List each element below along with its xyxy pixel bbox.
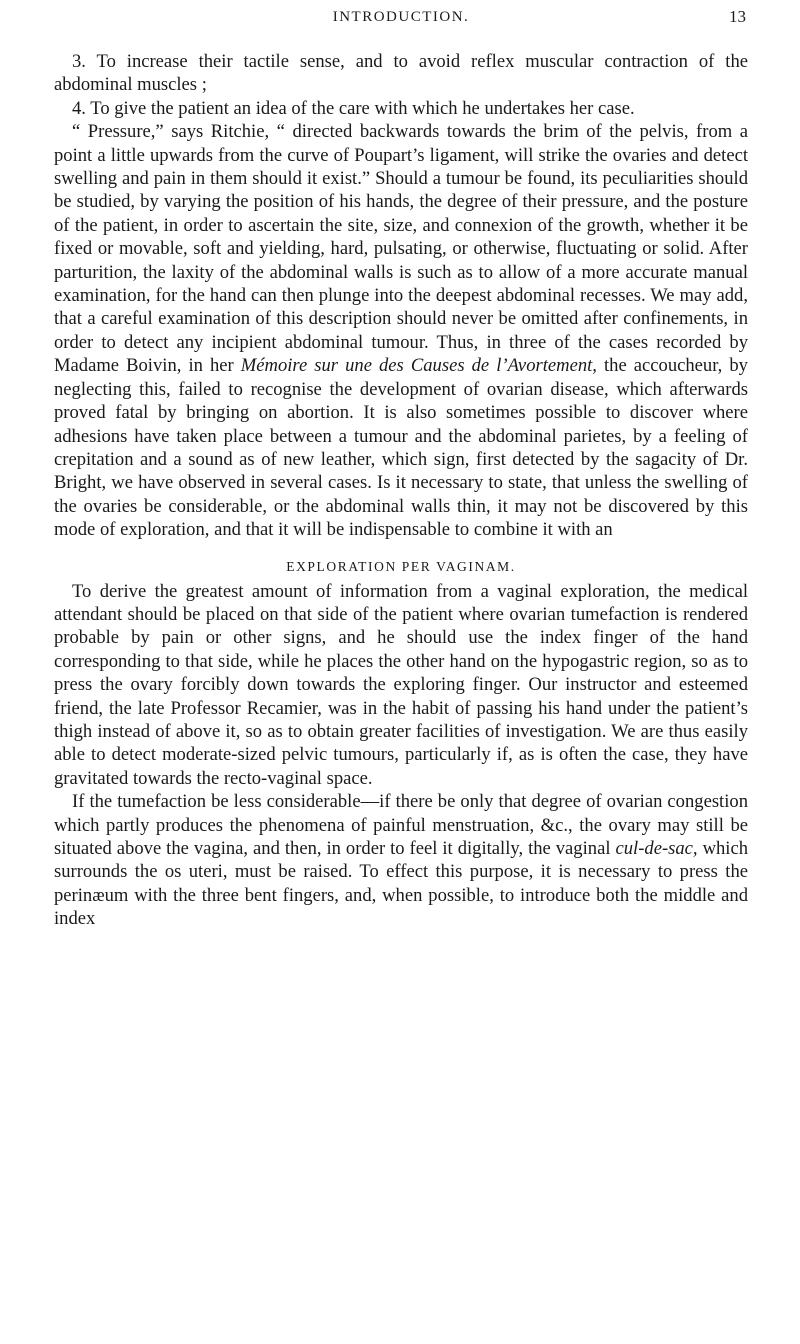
paragraph-text: the accoucheur, by neglecting this, failed to recognise the development of ovarian disease, which afterwards proved fatal by bringing on abortion. It is also sometimes possible to discover where adhesions have taken place between a tumour and the abdominal parietes, by a feeling of crepitation and a sound as of new leather, which sign, first detected by the sagacity of Dr. Bright, we have observed in several cases. Is it necessary to state, that unless the swelling of the ovaries be considerable, or the abdominal walls thin, it may not be discovered by this mode of exploration, and that it will be indispensable to combine it with an <box>54 355 748 541</box>
paragraph-ritchie-pressure <box>54 120 748 541</box>
paragraph-text: which surrounds the os uteri, must be raised. To effect this purpose, it is necessary to press the perinæum with the three bent fingers, and, when possible, to introduce both the middle and index <box>54 838 749 930</box>
paragraph-text: If the tumefaction be less considerable—if there be only that degree of ovarian congestion which partly produces the phenomena of painful menstruation, &c., the ovary may still be situated above the vagina, and then, in order to feel it digitally, the vaginal <box>54 791 748 859</box>
section-heading: EXPLORATION PER VAGINAM. <box>286 558 516 574</box>
paragraph-tumefaction <box>54 790 748 930</box>
body-text <box>54 50 748 931</box>
cul-de-sac-term: cul-de-sac, <box>615 838 698 859</box>
paragraph-text: “ Pressure,” says Ritchie, “ directed backwards towards the brim of the pelvis, from a point a little upwards from the curve of Poupart’s ligament, will strike the ovaries and detect swelling and pain in them should it exist.” Should a tumour be found, its peculiarities should be studied, by varying the position of his hands, the degree of their pressure, and the posture of the patient, in order to ascertain the site, size, and connexion of the growth, whether it be fixed or movable, soft and yielding, hard, pulsating, or otherwise, fluctuating or solid. After parturition, the laxity of the abdominal walls is such as to allow of a more accurate manual examination, for the hand can then plunge into the deepest abdominal recesses. We may add, that a careful examination of this description should never be omitted after confinements, in order to detect any incipient abdominal tumour. Thus, in three of the cases recorded by Madame Boivin, in her <box>54 121 748 377</box>
memoire-title: Mémoire sur une des Causes de l’Avortement, <box>240 355 597 377</box>
running-head <box>54 0 748 50</box>
page-number: 13 <box>729 7 746 26</box>
running-title: INTRODUCTION. <box>332 9 470 25</box>
paragraph-vaginal-exploration: To derive the greatest amount of information from a vaginal exploration, the medical attendant should be placed on that side of the patient where ovarian tumefaction is rendered probable by pain or other signs, and he should use the index finger of the hand corresponding to that side, while he places the other hand on the hypogastric region, so as to press the ovary forcibly down towards the exploring finger. Our instructor and esteemed friend, the late Professor Recamier, was in the habit of passing his hand under the patient’s thigh instead of above it, so as to obtain greater facilities of investigation. We are thus easily able to detect moderate-sized pelvic tumours, particularly if, as is often the case, they have gravitated towards the recto-vaginal space. <box>54 580 748 789</box>
paragraph-point-4: 4. To give the patient an idea of the care with which he undertakes her case. <box>72 97 635 119</box>
paragraph-point-3: 3. To increase their tactile sense, and to avoid reflex muscular contraction of the abdominal muscles ; <box>54 51 748 96</box>
